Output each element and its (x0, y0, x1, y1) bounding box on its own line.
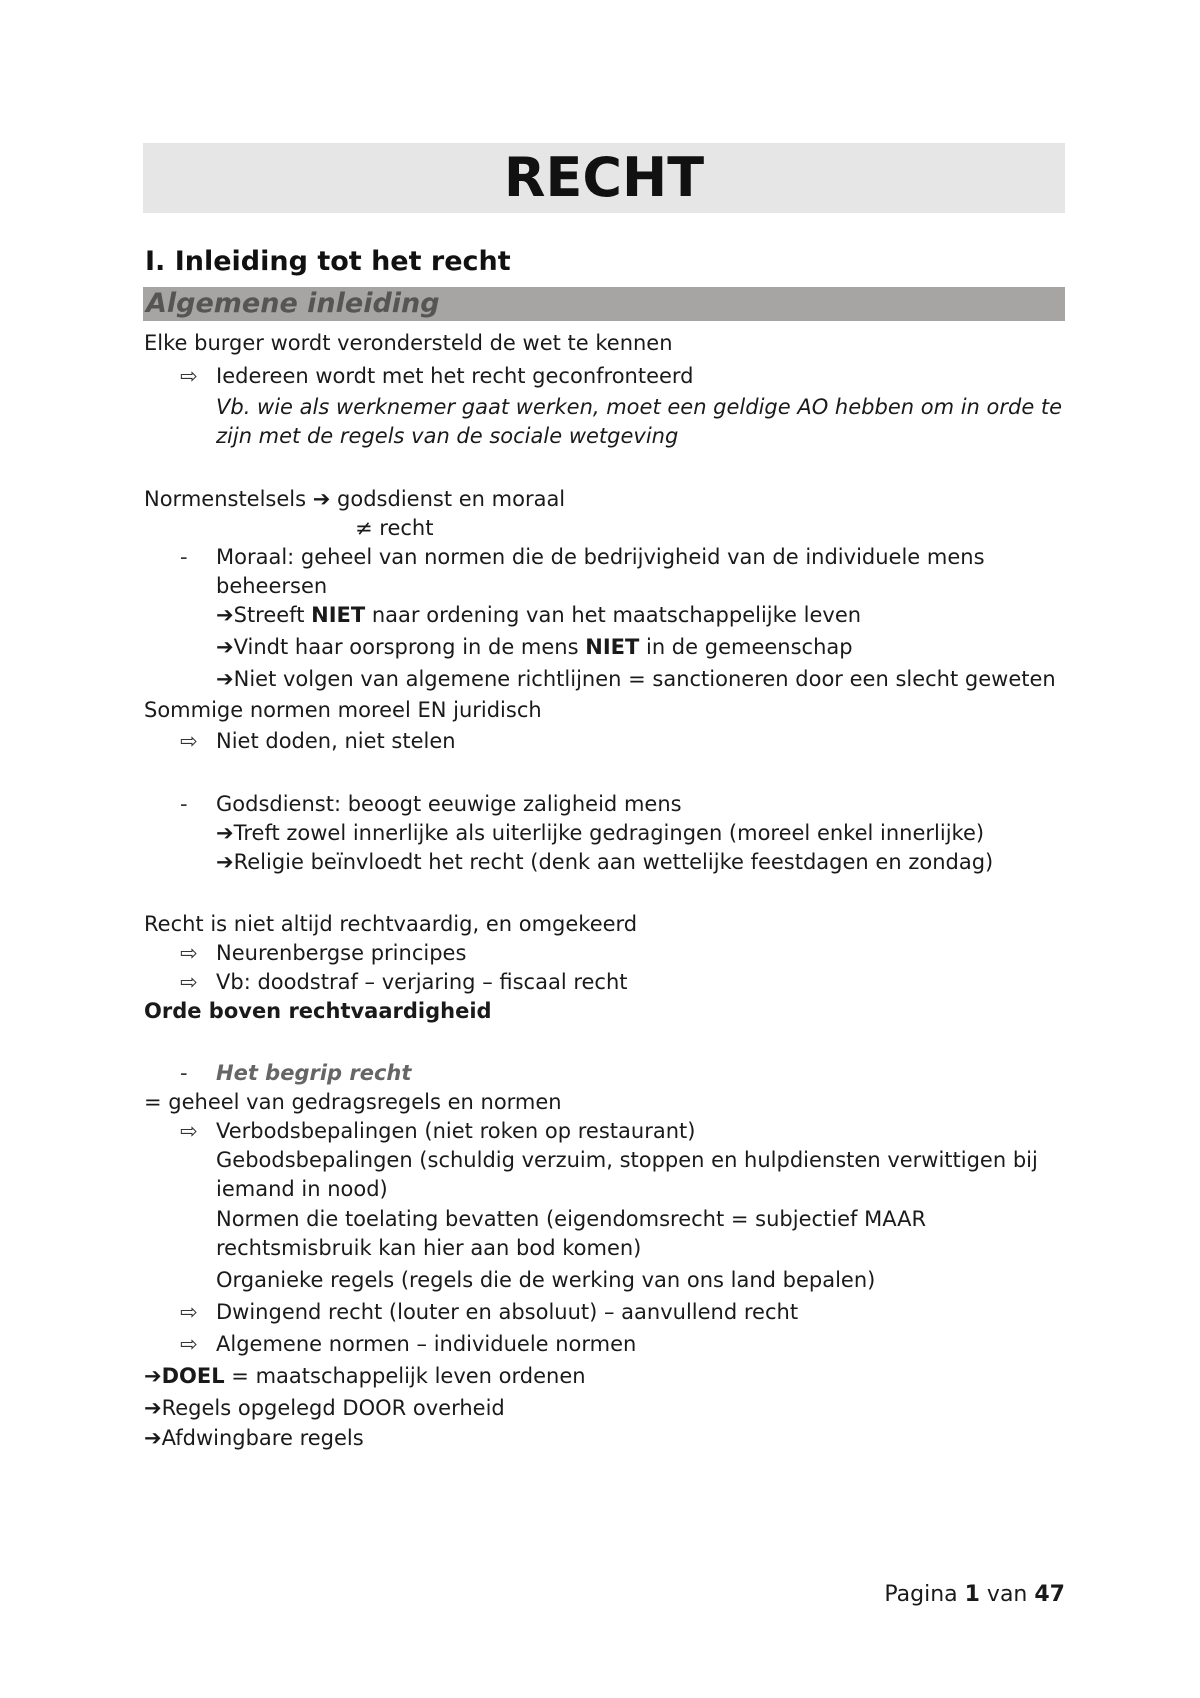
text-line: Elke burger wordt verondersteld de wet te kennen (144, 331, 673, 355)
arrow-line: ➔Streeft NIET naar ordening van het maatschappelijke leven (216, 603, 862, 627)
arrow-line: ➔DOEL = maatschappelijk leven ordenen (144, 1364, 586, 1388)
bullet-line: ⇨ Verbodsbepalingen (niet roken op restaurant) (144, 1117, 1074, 1146)
arrow-line: ➔Regels opgelegd DOOR overheid (144, 1396, 505, 1420)
text-line: Gebodsbepalingen (schuldig verzuim, stoppen en hulpdiensten verwittigen bij iemand in nood) (216, 1148, 1038, 1201)
bullet-line: ⇨ Dwingend recht (louter en absoluut) – aanvullend recht (144, 1298, 1074, 1327)
arrow-icon: ➔ (216, 667, 234, 691)
arrow-line: ➔Afdwingbare regels (144, 1426, 364, 1450)
spacer (144, 1026, 1074, 1059)
arrow-icon: ➔ (216, 635, 234, 659)
page-number-footer: Pagina 1 van 47 (884, 1582, 1065, 1607)
bullet-line: ⇨ Vb: doodstraf – verjaring – fiscaal recht (144, 968, 1074, 997)
arrow-icon: ➔ (216, 603, 234, 627)
arrow-icon: ➔ (216, 821, 234, 845)
arrow-icon: ➔ (144, 1426, 162, 1450)
text-line: Organieke regels (regels die de werking van ons land bepalen) (216, 1268, 876, 1292)
subheading: Het begrip recht (216, 1061, 412, 1085)
bullet-line: ⇨ Niet doden, niet stelen (144, 727, 1074, 756)
hollow-arrow-icon: ⇨ (180, 364, 198, 388)
spacer (144, 756, 1074, 790)
dash-item: - Moraal: geheel van normen die de bedrijvigheid van de individuele mens beheersen (180, 545, 985, 598)
dash-marker: - (180, 1061, 188, 1085)
bold-statement: Orde boven rechtvaardigheid (144, 999, 492, 1023)
hollow-arrow-icon: ⇨ (180, 941, 198, 965)
current-page: 1 (964, 1582, 980, 1607)
arrow-line: ➔Vindt haar oorsprong in de mens NIET in de gemeenschap (216, 635, 853, 659)
example-text: Vb. wie als werknemer gaat werken, moet een geldige AO hebben om in orde te zijn met de regels van de sociale wetgeving (216, 395, 1063, 448)
hollow-arrow-icon: ⇨ (180, 1332, 198, 1356)
bullet-line: ⇨ Neurenbergse principes (144, 939, 1074, 968)
hollow-arrow-icon: ⇨ (180, 729, 198, 753)
hollow-arrow-icon: ⇨ (180, 1119, 198, 1143)
document-title: RECHT (503, 146, 705, 209)
text-line: Sommige normen moreel EN juridisch (144, 698, 542, 722)
dash-marker: - (180, 545, 188, 569)
arrow-icon: ➔ (144, 1396, 162, 1420)
arrow-line: ➔Treft zowel innerlijke als uiterlijke gedragingen (moreel enkel innerlijke) (216, 821, 985, 845)
subheading-item (144, 1059, 1074, 1088)
arrow-icon: ➔ (144, 1364, 162, 1388)
text-line: Normenstelsels ➔ godsdienst en moraal (144, 487, 566, 511)
text-line: ≠ recht (355, 516, 434, 540)
bullet-line: ⇨ Iedereen wordt met het recht geconfronteerd (144, 362, 1074, 391)
dash-marker: - (180, 792, 188, 816)
chapter-heading: I. Inleiding tot het recht (145, 246, 511, 277)
arrow-line: ➔Niet volgen van algemene richtlijnen = sanctioneren door een slecht geweten (216, 667, 1056, 691)
bullet-line: ⇨ Algemene normen – individuele normen (144, 1330, 1074, 1359)
text-line: = geheel van gedragsregels en normen (144, 1090, 562, 1114)
section-heading: Algemene inleiding (146, 288, 440, 319)
hollow-arrow-icon: ⇨ (180, 1300, 198, 1324)
arrow-line: ➔Religie beïnvloedt het recht (denk aan wettelijke feestdagen en zondag) (216, 850, 994, 874)
text-line: Normen die toelating bevatten (eigendomsrecht = subjectief MAAR rechtsmisbruik kan hier aan bod komen) (216, 1207, 927, 1260)
arrow-icon: ➔ (216, 850, 234, 874)
section-heading-bar (143, 287, 1065, 321)
hollow-arrow-icon: ⇨ (180, 970, 198, 994)
arrow-icon: ➔ (312, 487, 331, 511)
spacer (144, 877, 1074, 910)
body-text (144, 329, 1074, 1453)
title-banner (143, 143, 1065, 213)
spacer (144, 451, 1074, 485)
total-pages: 47 (1034, 1582, 1065, 1607)
dash-item: - Godsdienst: beoogt eeuwige zaligheid mens (144, 790, 1074, 819)
text-line: Recht is niet altijd rechtvaardig, en omgekeerd (144, 912, 638, 936)
